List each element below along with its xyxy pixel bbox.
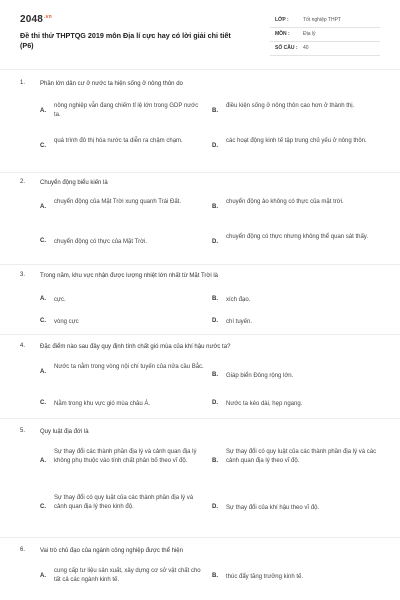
option-letter: D. <box>212 318 218 324</box>
question-text: Vai trò chủ đạo của ngành công nghiệp được thể hiện <box>40 548 183 554</box>
option-text: thúc đẩy tăng trưởng kinh tế. <box>226 574 303 580</box>
logo-suffix: .vn <box>44 14 52 20</box>
meta-row-subject <box>270 28 380 42</box>
question-text: Trong năm, khu vực nhận được lượng nhiệt lớn nhất từ Mặt Trời là <box>40 273 218 279</box>
question-stem <box>20 179 380 193</box>
option-text: nông nghiệp vẫn đang chiếm tỉ lệ lớn trong GDP nước ta. <box>54 103 199 118</box>
option-text: các hoạt động kinh tế tập trung chủ yếu ở nông thôn. <box>226 138 367 144</box>
option-text: chuyển động của Mặt Trời xung quanh Trái Đất. <box>54 199 182 205</box>
option-letter: A. <box>40 108 46 114</box>
option-letter: B. <box>212 458 218 464</box>
question-divider <box>0 334 400 335</box>
question-6 <box>20 547 380 599</box>
option-text: cung cấp tư liệu sản xuất, xây dựng cơ sở vật chất cho tất cả các ngành kinh tế. <box>54 568 201 583</box>
option-text: Sự thay đổi có quy luật của các thành phần địa lý và cảnh quan địa lý theo kinh độ. <box>54 495 194 510</box>
option-letter: B. <box>212 573 218 579</box>
question-divider <box>0 264 400 265</box>
question-number: 3. <box>20 272 26 278</box>
option-text: Giáp biển Đông rộng lớn. <box>226 373 294 379</box>
meta-table <box>270 14 380 56</box>
question-number: 6. <box>20 547 26 553</box>
question-text: Đặc điểm nào sau đây quy định tính chất gió mùa của khí hậu nước ta? <box>40 344 231 350</box>
option-text: Sự thay đổi của khí hậu theo vĩ độ. <box>226 505 320 511</box>
option-letter: A. <box>40 204 46 210</box>
option-letter: C. <box>40 504 46 510</box>
option-letter: D. <box>212 400 218 406</box>
option-text: chuyển động có thực của Mặt Trời. <box>54 239 147 245</box>
meta-value: Tốt nghiệp THPT <box>303 17 341 23</box>
option-letter: C. <box>40 400 46 406</box>
meta-key: MÔN : <box>275 31 290 37</box>
question-stem <box>20 343 380 357</box>
question-number: 4. <box>20 343 26 349</box>
question-divider <box>0 537 400 538</box>
option-letter: A. <box>40 296 46 302</box>
option-text: điều kiện sống ở nông thôn cao hơn ở thành thị. <box>226 103 355 109</box>
document-header <box>20 14 380 66</box>
option-letter: A. <box>40 458 46 464</box>
option-letter: B. <box>212 204 218 210</box>
question-stem <box>20 547 380 561</box>
question-text: Chuyển động biểu kiến là <box>40 180 108 186</box>
option-text: Nước ta nằm trong vòng nội chí tuyến của nửa cầu Bắc. <box>54 364 204 370</box>
question-4 <box>20 343 380 415</box>
header-divider <box>0 69 400 70</box>
option-letter: A. <box>40 369 46 375</box>
question-text: Quy luật địa đới là <box>40 429 89 435</box>
question-2 <box>20 179 380 265</box>
site-logo[interactable] <box>20 14 52 25</box>
question-3 <box>20 272 380 334</box>
option-text: chí tuyến. <box>226 319 253 325</box>
option-text: quá trình đô thị hóa nước ta diễn ra chậm chạm. <box>54 138 183 144</box>
question-number: 1. <box>20 80 26 86</box>
option-letter: D. <box>212 143 218 149</box>
option-text: cực. <box>54 297 66 303</box>
question-text: Phần lớn dân cư ở nước ta hiện sống ở nông thôn do <box>40 81 183 87</box>
option-letter: D. <box>212 239 218 245</box>
meta-value: 40 <box>303 45 309 51</box>
document-title: Đề thi thử THPTQG 2019 môn Địa lí cực hay có lời giải chi tiết (P6) <box>20 31 231 50</box>
option-text: Sự thay đổi các thành phần địa lý và cảnh quan địa lý không phụ thuộc vào tính chất phân bố theo vĩ độ. <box>54 449 197 464</box>
option-letter: A. <box>40 573 46 579</box>
meta-key: SỐ CÂU : <box>275 45 298 51</box>
option-letter: B. <box>212 108 218 114</box>
option-text: chuyển động có thực nhưng không thể quan sát thấy. <box>226 234 369 240</box>
question-stem <box>20 428 380 442</box>
meta-value: Địa lý <box>303 31 316 37</box>
option-letter: B. <box>212 372 218 378</box>
question-number: 5. <box>20 428 26 434</box>
question-number: 2. <box>20 179 26 185</box>
option-text: Sự thay đổi có quy luật của các thành phần địa lý và các cảnh quan địa lý theo vĩ độ. <box>226 449 377 464</box>
option-text: chuyển động ảo không có thực của mặt trời. <box>226 199 344 205</box>
question-divider <box>0 172 400 173</box>
question-stem <box>20 272 380 286</box>
option-letter: D. <box>212 504 218 510</box>
option-letter: B. <box>212 296 218 302</box>
logo-text: 2048 <box>20 14 44 25</box>
option-letter: C. <box>40 238 46 244</box>
meta-row-grade <box>270 14 380 28</box>
meta-key: LỚP : <box>275 17 289 23</box>
option-text: Nằm trong khu vực gió mùa châu Á. <box>54 401 151 407</box>
option-text: vòng cực <box>54 319 79 325</box>
option-letter: C. <box>40 143 46 149</box>
meta-row-count <box>270 42 380 56</box>
question-5 <box>20 428 380 534</box>
question-1 <box>20 80 380 170</box>
option-letter: C. <box>40 318 46 324</box>
question-divider <box>0 418 400 419</box>
option-text: xích đạo. <box>226 297 251 303</box>
question-stem <box>20 80 380 94</box>
option-text: Nước ta kéo dài, hẹp ngang. <box>226 401 303 407</box>
